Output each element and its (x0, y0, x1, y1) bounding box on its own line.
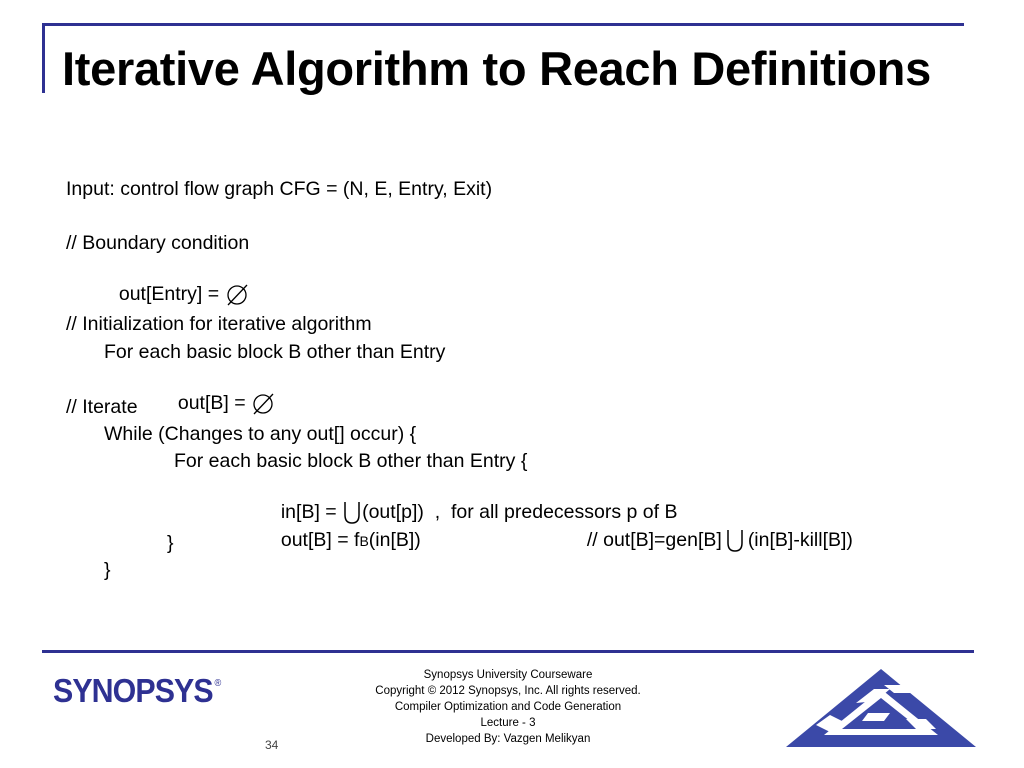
close-outer-brace: } (104, 559, 111, 581)
footer-line-course: Compiler Optimization and Code Generation (394, 701, 622, 713)
out-assignment-suffix: (in[B]) (368, 529, 421, 551)
while-line: While (Changes to any out[] occur) { (104, 423, 417, 445)
init-statement-text: out[B] = (177, 392, 252, 414)
union-icon (725, 528, 745, 554)
in-assignment-suffix: (out[p]) , for all predecessors p of B (362, 501, 678, 524)
registered-mark: ® (214, 678, 221, 689)
boundary-comment: // Boundary condition (66, 232, 250, 254)
footer-rule (42, 650, 974, 653)
out-comment-line (576, 504, 853, 554)
footer-line-courseware: Synopsys University Courseware (423, 669, 593, 681)
inner-for-line: For each basic block B other than Entry { (174, 450, 528, 472)
init-comment: // Initialization for iterative algorithm (66, 313, 372, 335)
close-inner-brace: } (167, 532, 174, 554)
footer-credits (340, 667, 676, 747)
iterate-comment: // Iterate (66, 396, 138, 418)
boundary-statement (108, 258, 249, 307)
out-assignment-subscript: B (359, 533, 369, 549)
footer-line-author: Developed By: Vazgen Melikyan (425, 733, 591, 745)
footer-line-lecture: Lecture - 3 (480, 717, 536, 729)
synopsys-logo (53, 672, 220, 710)
title-top-rule (42, 23, 964, 26)
synopsys-logo-text: SYNOPSYS (53, 672, 213, 709)
footer-line-copyright: Copyright © 2012 Synopsys, Inc. All rights reserved. (375, 685, 641, 697)
empty-set-icon (225, 283, 249, 307)
boundary-statement-text: out[Entry] = (118, 283, 225, 305)
init-for-line: For each basic block B other than Entry (104, 341, 446, 363)
page-number: 34 (265, 738, 279, 752)
input-line: Input: control flow graph CFG = (N, E, Entry, Exit) (66, 178, 493, 200)
slide-title: Iterative Algorithm to Reach Definitions (62, 42, 931, 95)
title-left-rule (42, 23, 45, 93)
out-comment-prefix: // out[B]=gen[B] (586, 529, 722, 552)
in-assignment-prefix: in[B] = (280, 501, 343, 524)
init-statement (167, 367, 275, 416)
out-assignment-line (270, 504, 421, 553)
out-comment-suffix: (in[B]-kill[B]) (747, 529, 853, 552)
university-emblem-icon (786, 665, 976, 756)
empty-set-icon (251, 392, 275, 416)
out-assignment-prefix: out[B] = f (280, 529, 360, 551)
